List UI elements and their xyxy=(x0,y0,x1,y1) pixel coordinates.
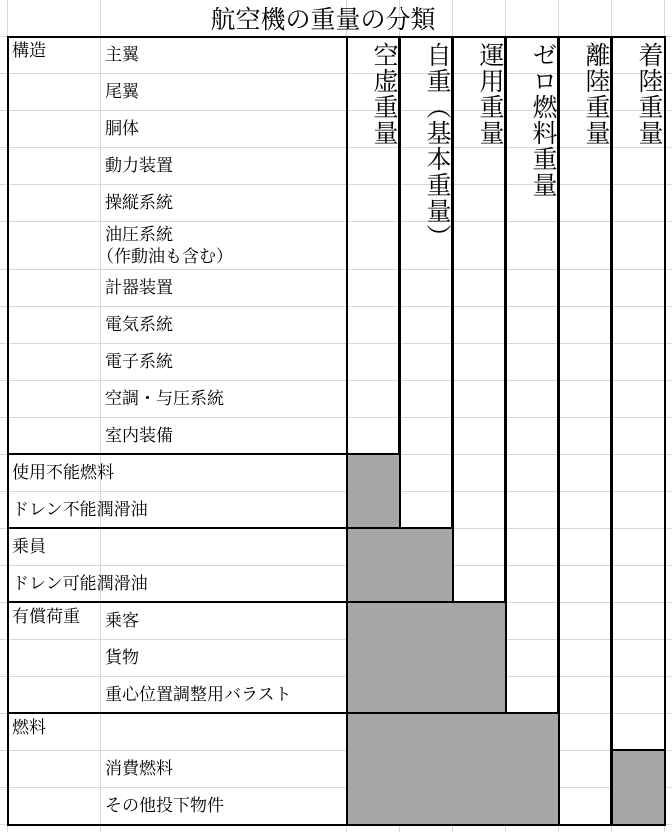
item-jettisoned-items: その他投下物件 xyxy=(105,796,224,816)
header-landing-weight: 着陸重量 xyxy=(635,42,664,146)
item-electrical: 電気系統 xyxy=(105,315,173,335)
shade-operating-weight xyxy=(452,603,505,825)
column-landing-weight-border xyxy=(611,36,666,826)
item-hydraulics-note: （作動油も含む） xyxy=(97,247,233,267)
group-label-fuel: 燃料 xyxy=(12,718,46,738)
item-air-conditioning: 空調・与圧系統 xyxy=(105,389,224,409)
shade-zero-fuel-weight xyxy=(505,714,558,825)
item-electronics: 電子系統 xyxy=(105,352,173,372)
header-operating-weight: 運用重量 xyxy=(476,42,505,146)
item-flight-controls: 操縦系統 xyxy=(105,193,173,213)
header-zero-fuel-weight: ゼロ燃料重量 xyxy=(529,42,558,198)
border-crew-bottom xyxy=(7,601,506,603)
item-cargo: 貨物 xyxy=(105,648,139,668)
group-label-structure: 構造 xyxy=(12,41,46,61)
item-unusable-fuel: 使用不能燃料 xyxy=(12,463,114,483)
item-fuselage: 胴体 xyxy=(105,119,139,139)
row-label-block-border xyxy=(7,36,348,826)
column-takeoff-weight-border xyxy=(558,36,612,826)
item-main-wing: 主翼 xyxy=(105,45,139,65)
item-tail: 尾翼 xyxy=(105,82,139,102)
item-instruments: 計器装置 xyxy=(105,278,173,298)
shade-basic-weight xyxy=(399,529,452,825)
item-drainable-oil: ドレン可能潤滑油 xyxy=(12,574,148,594)
item-hydraulics: 油圧系統 xyxy=(105,225,173,245)
page-title: 航空機の重量の分類 xyxy=(210,5,436,34)
item-passengers: 乗客 xyxy=(105,611,139,631)
item-consumed-fuel: 消費燃料 xyxy=(105,759,173,779)
border-structure-bottom xyxy=(7,453,400,455)
group-label-payload: 有償荷重 xyxy=(12,607,80,627)
item-interior: 室内装備 xyxy=(105,426,173,446)
item-crew: 乗員 xyxy=(12,537,46,557)
header-empty-weight: 空虚重量 xyxy=(370,42,399,146)
border-unusable-bottom xyxy=(7,527,453,529)
header-basic-weight: 自重（基本重量） xyxy=(423,42,452,250)
border-payload-bottom xyxy=(7,712,559,714)
item-undrainable-oil: ドレン不能潤滑油 xyxy=(12,500,148,520)
header-takeoff-weight: 離陸重量 xyxy=(582,42,611,146)
item-ballast: 重心位置調整用バラスト xyxy=(105,685,292,705)
shade-empty-weight xyxy=(347,455,399,825)
item-powerplant: 動力装置 xyxy=(105,156,173,176)
